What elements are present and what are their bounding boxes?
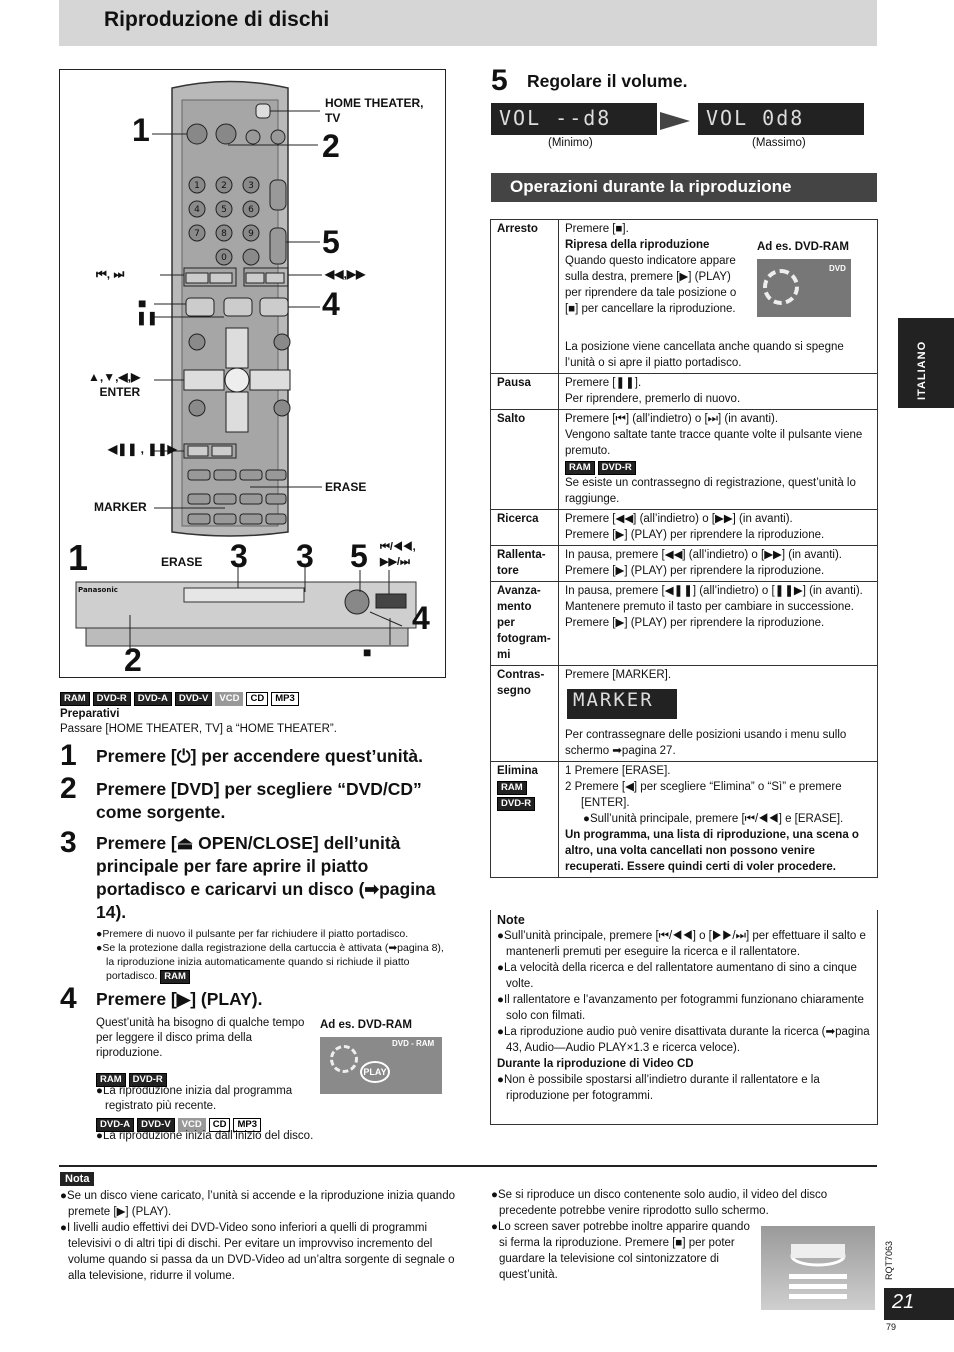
badge-ram: RAM (96, 1073, 126, 1087)
table-row (491, 410, 878, 510)
list-item: ●Premere di nuovo il pulsante per far richiudere il piatto portadisco. (96, 928, 409, 940)
page-number: 21 (884, 1288, 954, 1320)
badge-dvd-r: DVD-R (129, 1073, 167, 1087)
badge-vcd: VCD (178, 1118, 206, 1132)
badge-mp3: MP3 (233, 1118, 261, 1132)
svg-text:1: 1 (194, 181, 200, 191)
marker-display: MARKER (567, 689, 677, 719)
svg-text:8: 8 (221, 229, 227, 239)
step-text: Premere [▶] (PLAY). (96, 989, 263, 1009)
resume-screen (757, 259, 851, 317)
diagram-number: 1 (132, 112, 150, 148)
disc-icon (763, 269, 799, 305)
resume-tail: La posizione viene cancellata anche quando si spegne l’unità o si apre il piatto portadisco. (565, 341, 844, 369)
callout-unit-skip: ⏮/◀◀, ▶▶/⏭ (380, 541, 416, 568)
list-item: ●Sull’unità principale, premere [⏮/◀◀] o [▶▶/⏭] per effettuare il salto e mantenerli premuti per eseguire la ricerca e il rallentatore. (497, 930, 866, 958)
badge-cd: CD (246, 692, 268, 706)
callout-marker: MARKER (94, 500, 147, 514)
callout-erase: ERASE (325, 480, 367, 494)
svg-text:0: 0 (221, 253, 227, 263)
dvd-logo-icon (761, 1226, 875, 1310)
nota-title: Nota (60, 1172, 94, 1186)
badge-ram: RAM (160, 970, 190, 984)
row-key: Contras- segno (491, 666, 559, 762)
brand-logo: Panasonic (78, 586, 118, 594)
arrow-icon (660, 112, 690, 130)
document-code: RQT7063 (884, 1240, 894, 1280)
badge-mp3: MP3 (271, 692, 299, 706)
note-title: Note (497, 913, 525, 927)
row-value: Premere [■]. Ripresa della riproduzione Quando questo indicatore appare sulla destra, premere [▶] (PLAY) per riprendere da tale posizione o [■] per cancellare la riproduzione. Ad es. DVD-RAM DVD La posizione viene cancellata anche quando si spegne l’unità o si apre il piatto portadisco. (559, 220, 878, 374)
badge-dvd-r: DVD-R (598, 461, 636, 475)
callout-frame: ◀❚❚ , ❚❚▶ (108, 442, 177, 456)
diagram-number: 5 (350, 538, 368, 574)
svg-text:2: 2 (221, 181, 227, 191)
step-number: 4 (60, 982, 77, 1015)
volume-min-display: VOL --d8 (491, 103, 657, 135)
step4-bullet2: ●La riproduzione inizia dall’inizio del disco. (96, 1130, 314, 1142)
row-value: Premere [❚❚]. Per riprendere, premerlo di nuovo. (559, 374, 878, 410)
table-row (491, 374, 878, 410)
dvd-screensaver-image (761, 1226, 875, 1310)
badge-dvd-r: DVD-R (93, 692, 131, 706)
disc-icon (330, 1045, 358, 1073)
list-item: ●Se la protezione dalla registrazione della cartuccia è attivata (➡pagina 8), la riproduzione inizia automaticamente quando si richiude il piatto portadisco. RAM (96, 942, 444, 982)
volume-min-label: (Minimo) (548, 137, 593, 149)
diagram-number: 1 (68, 537, 89, 578)
table-row (491, 220, 878, 374)
svg-text:3: 3 (248, 181, 254, 191)
ops-table (490, 219, 878, 878)
list-item: ●Se si riproduce un disco contenente solo audio, il video del disco precedente potrebbe venire riprodotto sullo schermo. (491, 1189, 828, 1217)
callout-pause: ❚❚ (136, 310, 158, 325)
row-value: Premere [⏮] (all’indietro) o [⏭] (in avanti). Vengono saltate tante tracce quante volte il pulsante viene premuto. RAM DVD-R Se esiste un contrassegno di registrazione, quest’unità lo raggiunge. (559, 410, 878, 510)
callout-skip: ⏮, ⏭ (96, 267, 125, 281)
display-label: DVD - RAM (392, 1039, 435, 1048)
vcd-subtitle: Durante la riproduzione di Video CD (497, 1058, 694, 1070)
row-key: Rallenta- tore (491, 546, 559, 582)
dvd-ram-display (320, 1037, 442, 1094)
screen-label: DVD (829, 264, 846, 273)
row-key: Arresto (491, 220, 559, 374)
step3-notes (96, 927, 446, 984)
nota-left (60, 1188, 460, 1284)
divider (59, 1165, 877, 1167)
step-number: 2 (60, 772, 77, 805)
step-text: Premere [⏻] per accendere quest’unità. (96, 746, 424, 766)
prep-text: Passare [HOME THEATER, TV] a “HOME THEATER”. (60, 723, 337, 735)
ops-title: Operazioni durante la riproduzione (491, 173, 877, 202)
badge-dvd-a: DVD-A (134, 692, 172, 706)
step-text: Premere [DVD] per scegliere “DVD/CD” come sorgente. (96, 779, 422, 822)
row-value: Premere [◀◀] (all’indietro) o [▶▶] (in avanti). Premere [▶] (PLAY) per riprendere la riproduzione. (559, 510, 878, 546)
svg-text:9: 9 (248, 229, 254, 239)
badge-ram: RAM (565, 461, 595, 475)
table-row (491, 546, 878, 582)
badge-dvd-v: DVD-V (137, 1118, 175, 1132)
language-tab-label: ITALIANO (916, 340, 928, 400)
language-tab (898, 318, 954, 408)
row-value: In pausa, premere [◀◀] (all’indietro) o [▶▶] (in avanti). Premere [▶] (PLAY) per riprendere la riproduzione. (559, 546, 878, 582)
table-row (491, 582, 878, 666)
example-label: Ad es. DVD-RAM (757, 241, 850, 253)
diagram-number: 3 (230, 538, 248, 574)
diagram-number: 4 (412, 600, 430, 636)
diagram-number: 2 (124, 642, 142, 678)
callout-cursor-enter: ▲,▼,◀,▶ ENTER (88, 370, 141, 399)
prep-title: Preparativi (60, 708, 120, 720)
step4-example-label: Ad es. DVD-RAM (320, 1019, 413, 1031)
callout-search: ◀◀,▶▶ (325, 267, 366, 281)
list-item: ●Non è possibile spostarsi all’indietro durante il rallentatore e la riproduzione per fotogrammi. (497, 1074, 820, 1102)
badge-ram: RAM (497, 781, 527, 795)
list-item: ●La riproduzione audio può venire disattivata durante la ricerca (➡pagina 43, Audio—Audio PLAY×1.3 e ricerca veloce). (497, 1026, 870, 1054)
callout-home-theater: HOME THEATER, TV (325, 96, 424, 125)
badge-dvd-a: DVD-A (96, 1118, 134, 1132)
step-number: 1 (60, 739, 77, 772)
resume-text: Quando questo indicatore appare sulla destra, premere [▶] (PLAY) per riprendere da tale posizione o [■] per cancellare la riproduzione. (565, 255, 737, 315)
row-key: Elimina RAM DVD-R (491, 762, 559, 878)
list-item: ●Il rallentatore e l’avanzamento per fotogrammi funzionano chiaramente solo con filmati. (497, 994, 864, 1022)
svg-text:7: 7 (194, 229, 200, 239)
list-item: ●La velocità della ricerca e del rallentatore aumentano di sino a cinque volte. (497, 962, 857, 990)
svg-text:5: 5 (221, 205, 227, 215)
row-key: Ricerca (491, 510, 559, 546)
step4-bullet1: ●La riproduzione inizia dal programma registrato più recente. (96, 1085, 293, 1112)
svg-text:4: 4 (194, 205, 200, 215)
disc-badges (60, 688, 302, 706)
row-value: 1 Premere [ERASE]. 2 Premere [◀] per scegliere “Elimina” o “Sì” e premere [ENTER]. ●Sull’unità principale, premere [⏮/◀◀] e [ERASE]. Un programma, una lista di riproduzione, una scena o altro, una volta cancellati non possono venire recuperati. Essere quindi certi di voler procedere. (559, 762, 878, 878)
callout-stop: ■ (138, 295, 147, 311)
step-number: 3 (60, 826, 77, 859)
diagram-number: 4 (322, 286, 340, 322)
badge-dvd-r: DVD-R (497, 797, 535, 811)
table-row (491, 666, 878, 762)
step-number: 5 (491, 64, 508, 97)
list-item: ●Se un disco viene caricato, l’unità si accende e la riproduzione inizia quando premete [▶] (PLAY). (60, 1190, 455, 1218)
badge-vcd: VCD (215, 692, 243, 706)
row-value: Premere [MARKER]. MARKER Per contrassegnare delle posizioni usando i menu sullo schermo ➡pagina 27. (559, 666, 878, 762)
volume-max-label: (Massimo) (752, 137, 806, 149)
step4-intro: Quest’unità ha bisogno di qualche tempo per leggere il disco prima della riproduzione. (96, 1017, 305, 1059)
svg-text:6: 6 (248, 205, 254, 215)
nota-right-1 (491, 1187, 876, 1219)
remote-diagram (59, 69, 446, 678)
resume-subtitle: Ripresa della riproduzione (565, 239, 710, 251)
badge-dvd-v: DVD-V (175, 692, 213, 706)
step-text: Regolare il volume. (527, 71, 688, 91)
row-key: Salto (491, 410, 559, 510)
sub-page-number: 79 (886, 1322, 897, 1332)
play-indicator: PLAY (360, 1061, 390, 1083)
list-item: ●Lo screen saver potrebbe inoltre apparire quando si ferma la riproduzione. Premere [■] per poter guardare la televisione col sintonizzatore di quest’unità. (491, 1221, 750, 1281)
row-key: Avanza- mento per fotogram- mi (491, 582, 559, 666)
list-item: ●I livelli audio effettivi dei DVD-Video sono inferiori a quelli di programmi televisivi o di altri tipi di dischi. Per evitare un improvviso incremento del volume quando si passa da un DVD-Video ad un’altra sorgente di segnale o alla televisione, ridurre il volume. (60, 1222, 455, 1282)
row-key: Pausa (491, 374, 559, 410)
diagram-number: 5 (322, 224, 340, 260)
badge-ram: RAM (60, 692, 90, 706)
row-value: In pausa, premere [◀❚❚] (all’indietro) o [❚❚▶] (in avanti). Mantenere premuto il tasto per cambiare in successione. Premere [▶] (PLAY) per riprendere la riproduzione. (559, 582, 878, 666)
nota-right-2 (491, 1219, 751, 1283)
volume-max-display: VOL 0d8 (698, 103, 864, 135)
callout-unit-stop: ■ (363, 644, 372, 660)
page-title: Riproduzione di dischi (104, 8, 330, 31)
note-box (490, 910, 878, 1125)
table-row (491, 510, 878, 546)
table-row (491, 762, 878, 878)
callout-erase-unit: ERASE (161, 555, 203, 569)
badge-cd: CD (209, 1118, 231, 1132)
diagram-number: 2 (322, 128, 340, 164)
diagram-number: 3 (296, 538, 314, 574)
step-text: Premere [⏏ OPEN/CLOSE] dell’unità principale per fare aprire il piatto portadisco e caricarvi un disco (➡pagina 14). (96, 833, 436, 922)
